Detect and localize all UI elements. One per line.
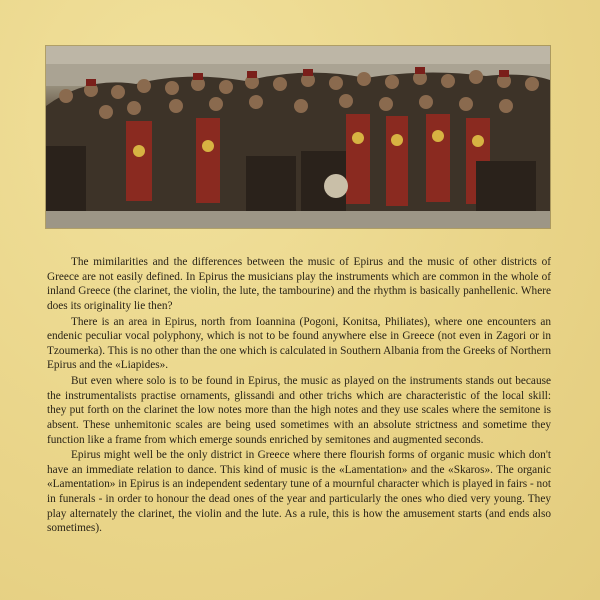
paragraph: There is an area in Epirus, north from Ioannina (Pogoni, Konitsa, Philiates), where one encounters an endenic peculiar vocal polyphony, which is not to be found anywhere else in Greece (not even in Zagori or in Tzoumerka). This is no other than the one which is calculated in Southern Albania from the Greeks of Northern Epirus and the «Liapides». <box>47 315 551 372</box>
paragraph: But even where solo is to be found in Epirus, the music as played on the instruments stands out because the instrumentalists practise ornaments, glissandi and other trichs which are characteristic of the local skill: they put forth on the clarinet the low notes more than the high notes and they use scales where the semitone is absent. These unhemitonic scales are being used sometimes with an absolute strictness and sometime they function like a frame from which emerge sounds enriched by semitones and augmented seconds. <box>47 375 551 446</box>
paragraph: Epirus might well be the only district in Greece where there flourish forms of organic music which don't have an immediate relation to dance. This kind of music is the «Lamentation» and the «Skaros». The organic «Lamentation» in Epirus is an independent sedentary tune of a mournful character which is played in fairs - not in funerals - in order to honour the dead ones of the year and particularly the ones who died very young. They play alternately the clarinet, the violin and the lute. As a rule, this is how the amusement starts (and ends also sometimes). <box>47 449 551 535</box>
paragraph: The mimilarities and the differences between the music of Epirus and the music of other districts of Greece are not easily defined. In Epirus the musicians play the instruments which are common in the whole of inland Greece (the clarinet, the violin, the lute, the tambourine) and the rhythm is basically panhellenic. Where does its originality lie then? <box>47 256 551 312</box>
body-text <box>47 255 551 537</box>
group-photograph <box>46 46 550 228</box>
